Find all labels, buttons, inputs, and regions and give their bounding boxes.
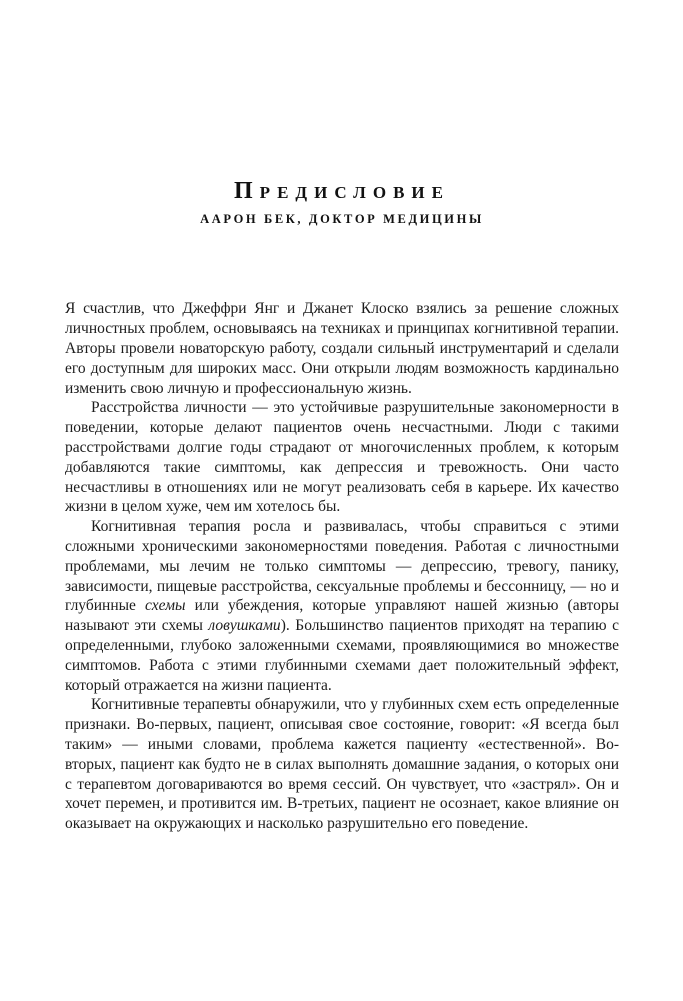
text-segment: или убеждения, которые управляют нашей жизнью (авторы называют эти схемы: [65, 597, 619, 635]
text-segment: Я счастлив, что Джеффри Янг и Джанет Клоско взялись за решение сложных личностных проблем, основываясь на техниках и принципах когнитивной терапии. Авторы провели новаторскую работу, создали сильный инструментарий и сделали его доступным для широких масс. Они открыли людям возможность кардинально изменить свою личную и профессиональную жизнь.: [65, 300, 619, 397]
paragraph: [65, 517, 619, 695]
paragraph: [65, 299, 619, 398]
heading-block: [65, 0, 619, 227]
page-subtitle: ААРОН БЕК, ДОКТОР МЕДИЦИНЫ: [200, 212, 484, 227]
paragraph: [65, 695, 619, 834]
italic-text-segment: ловушками: [208, 617, 281, 635]
body-text: [65, 299, 619, 834]
text-segment: ). Большинство пациентов приходят на терапию с определенными, глубоко заложенными схемами, проявляющимися во множестве симптомов. Работа с этими глубинными схемами дает положительный эффект, который отражается на жизни пациента.: [65, 617, 619, 694]
italic-text-segment: схемы: [145, 597, 186, 615]
paragraph: [65, 398, 619, 517]
text-segment: Когнитивные терапевты обнаружили, что у глубинных схем есть определенные признаки. Во-первых, пациент, описывая свое состояние, говорит: «Я всегда был таким» — иными словами, проблема кажется пациенту «естественной». Во-вторых, пациент как будто не в силах выполнять домашние задания, о которых они с терапевтом договариваются во время сессий. Он чувствует, что «застрял». Он и хочет перемен, и противится им. В-третьих, пациент не осознает, какое влияние он оказывает на окружающих и насколько разрушительно его поведение.: [65, 696, 619, 833]
text-segment: Когнитивная терапия росла и развивалась, чтобы справиться с этими сложными хроническими закономерностями поведения. Работая с личностными проблемами, мы лечим не только симптомы — депрессию, тревогу, панику, зависимости, пищевые расстройства, сексуальные проблемы и бессонницу, — но и глубинные: [65, 518, 619, 615]
page-title: Предисловие: [234, 178, 450, 204]
text-segment: Расстройства личности — это устойчивые разрушительные закономерности в поведении, которые делают пациентов очень несчастными. Люди с такими расстройствами долгие годы страдают от многочисленных проблем, к которым добавляются такие симптомы, как депрессия и тревожность. Они часто несчастливы в отношениях или не могут реализовать себя в карьере. Их качество жизни в целом хуже, чем им хотелось бы.: [65, 399, 619, 516]
